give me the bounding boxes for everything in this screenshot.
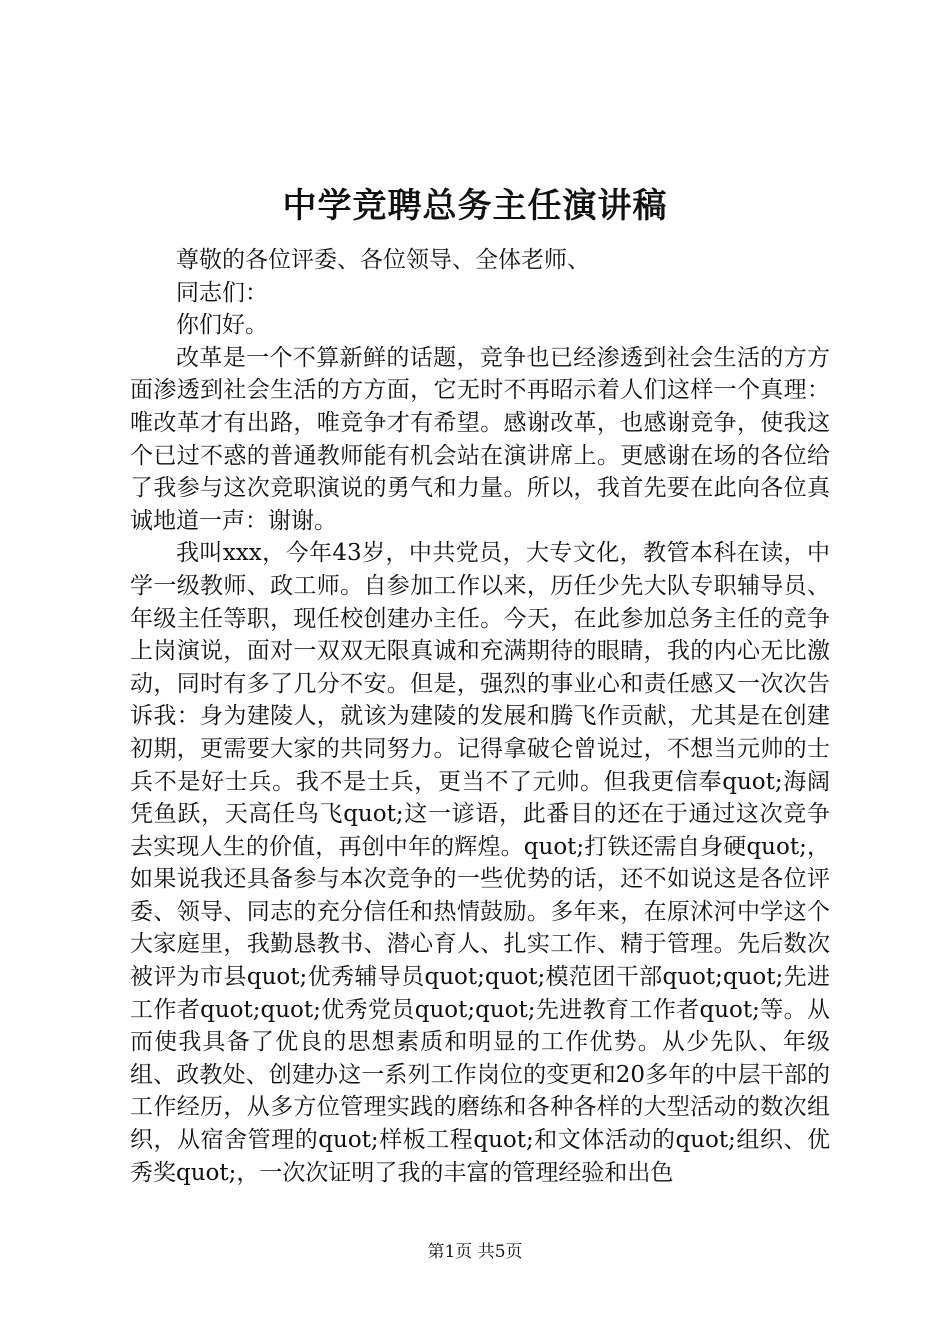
body-paragraph: 我叫xxx，今年43岁，中共党员，大专文化，教管本科在读，中学一级教师、政工师。自参加工作以来，历任少先大队专职辅导员、年级主任等职，现任校创建办主任。今天，在此参加总务主任的竞争上岗演说，面对一双双无限真诚和充满期待的眼睛，我的内心无比激动，同时有多了几分不安。但是，强烈的事业心和责任感又一次次告诉我：身为建陵人，就该为建陵的发展和腾飞作贡献，尤其是在创建初期，更需要大家的共同努力。记得拿破仑曾说过，不想当元帅的士兵不是好士兵。我不是士兵，更当不了元帅。但我更信奉quot;海阔凭鱼跃，天高任鸟飞quot;这一谚语，此番目的还在于通过这次竞争去实现人生的价值，再创中年的辉煌。quot;打铁还需自身硬quot;，如果说我还具备参与本次竞争的一些优势的话，还不如说这是各位评委、领导、同志的充分信任和热情鼓励。多年来，在原沭河中学这个大家庭里，我勤恳教书、潜心育人、扎实工作、精于管理。先后数次被评为市县quot;优秀辅导员quot;quot;模范团干部quot;quot;先进工作者quot;quot;优秀党员quot;quot;先进教育工作者quot;等。从而使我具备了优良的思想素质和明显的工作优势。从少先队、年级组、政教处、创建办这一系列工作岗位的变更和20多年的中层干部的工作经历，从多方位管理实践的磨练和各种各样的大型活动的数次组织，从宿舍管理的quot;样板工程quot;和文体活动的quot;组织、优秀奖quot;，一次次证明了我的丰富的管理经验和出色 (130, 540, 830, 1186)
document-body (130, 244, 830, 1189)
salutation-line: 尊敬的各位评委、各位领导、全体老师、 (176, 247, 590, 273)
page-footer: 第1页 共5页 (427, 1242, 523, 1262)
salutation-line: 同志们： (176, 279, 268, 306)
greeting-line: 你们好。 (176, 312, 268, 339)
document-title: 中学竞聘总务主任演讲稿 (282, 186, 668, 226)
body-paragraph: 改革是一个不算新鲜的话题，竞争也已经渗透到社会生活的方方面渗透到社会生活的方方面，它无时不再昭示着人们这样一个真理：唯改革才有出路，唯竞争才有希望。感谢改革，也感谢竞争，使我这个已过不惑的普通教师能有机会站在演讲席上。更感谢在场的各位给了我参与这次竞职演说的勇气和力量。所以，我首先要在此向各位真诚地道一声：谢谢。 (130, 344, 830, 534)
